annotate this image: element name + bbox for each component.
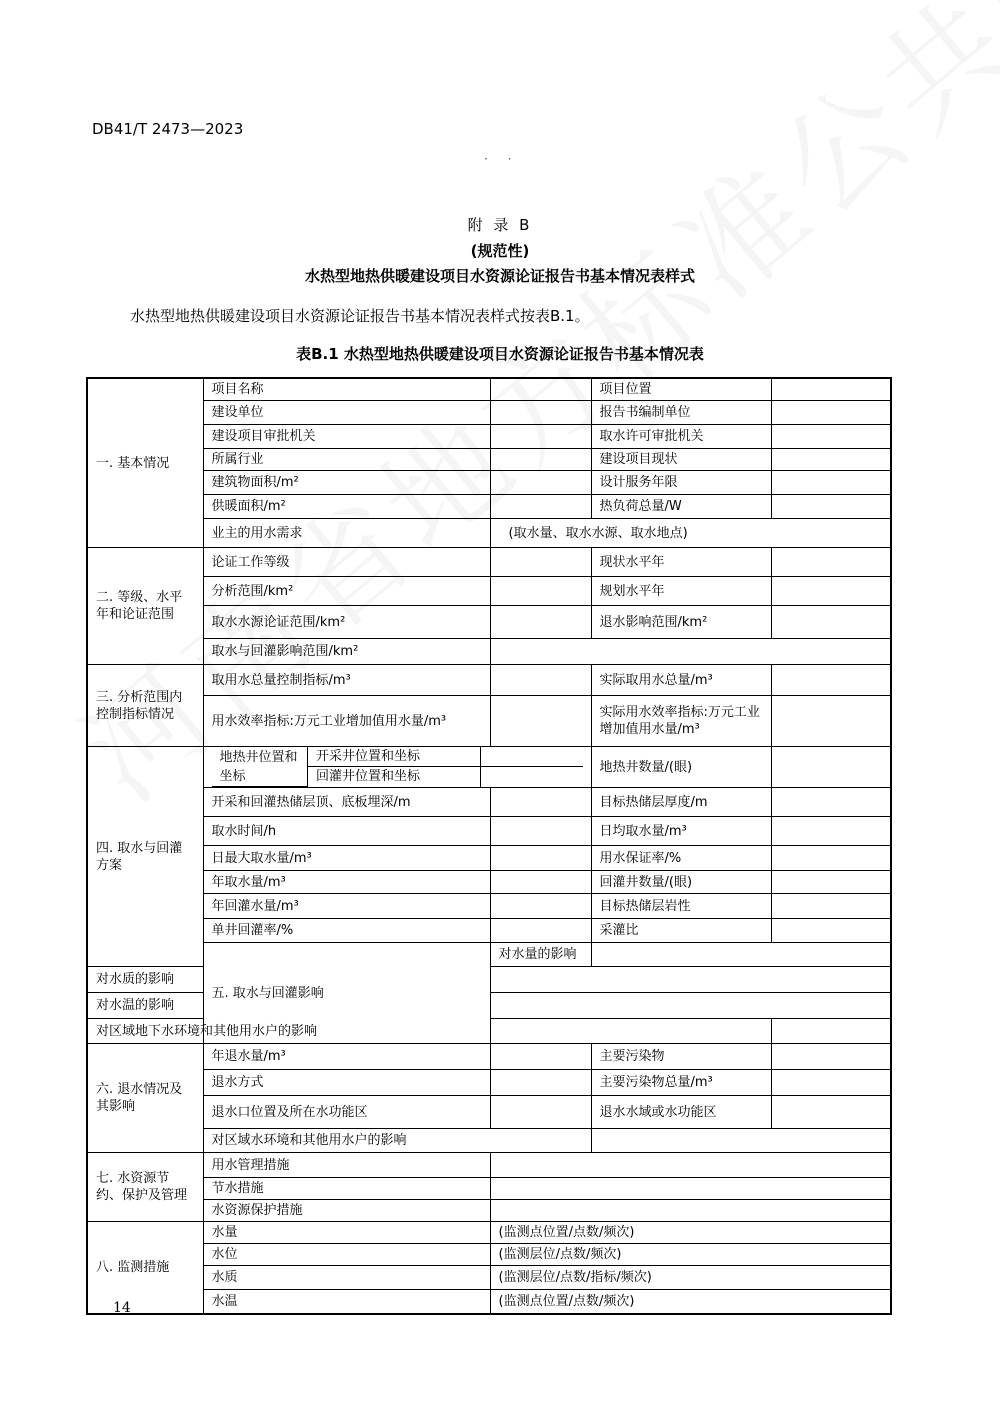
table-row <box>87 665 891 696</box>
well-coordinates-cell <box>203 747 591 788</box>
value-cell[interactable] <box>771 846 891 871</box>
value-cell[interactable] <box>771 548 891 577</box>
field-label: 取水许可审批机关 <box>591 425 771 449</box>
value-cell[interactable] <box>591 943 891 967</box>
table-row <box>87 919 891 943</box>
field-label: 水质 <box>203 1266 490 1290</box>
table-row <box>87 943 891 967</box>
field-label: 对区域水环境和其他用水户的影响 <box>203 1129 591 1153</box>
value-cell[interactable] <box>771 1044 891 1070</box>
value-cell[interactable] <box>771 449 891 471</box>
field-label: 设计服务年限 <box>591 471 771 495</box>
field-label: 年取水量/m³ <box>203 871 490 894</box>
field-label: 地热井位置和坐标 <box>212 747 308 787</box>
value-cell[interactable] <box>490 871 591 894</box>
value-cell[interactable] <box>771 1096 891 1129</box>
value-hint[interactable]: (监测点位置/点数/频次) <box>490 1290 891 1315</box>
field-label: 水位 <box>203 1244 490 1266</box>
value-cell[interactable] <box>771 788 891 817</box>
table-row <box>87 1266 891 1290</box>
field-label: 所属行业 <box>203 449 490 471</box>
section-title: 二. 等级、水平年和论证范围 <box>87 548 203 665</box>
field-label: 规划水平年 <box>591 577 771 606</box>
field-label: 对区域地下水环境和其他用水户的影响 <box>87 1019 490 1044</box>
field-label: 用水管理措施 <box>203 1153 490 1178</box>
field-label: 地热井数量/(眼) <box>591 747 771 788</box>
well-coordinates-subtable <box>212 747 583 787</box>
field-label: 论证工作等级 <box>203 548 490 577</box>
table-row <box>87 449 891 471</box>
value-cell[interactable] <box>481 747 583 767</box>
section-title: 七. 水资源节约、保护及管理 <box>87 1153 203 1222</box>
table-row <box>87 1222 891 1244</box>
value-cell[interactable] <box>490 495 591 519</box>
value-cell[interactable] <box>490 378 591 401</box>
value-cell[interactable] <box>490 919 591 943</box>
field-label: 目标热储层厚度/m <box>591 788 771 817</box>
field-label: 供暖面积/m² <box>203 495 490 519</box>
field-label: 日最大取水量/m³ <box>203 846 490 871</box>
value-cell[interactable] <box>771 747 891 788</box>
field-label: 业主的用水需求 <box>203 519 490 548</box>
field-label: 主要污染物 <box>591 1044 771 1070</box>
value-hint[interactable]: (监测点位置/点数/频次) <box>490 1222 891 1244</box>
value-cell[interactable] <box>490 425 591 449</box>
table-row <box>87 425 891 449</box>
table-row <box>87 1244 891 1266</box>
field-label: 报告书编制单位 <box>591 401 771 425</box>
table-row <box>87 871 891 894</box>
field-label: 水资源保护措施 <box>203 1200 490 1222</box>
value-cell[interactable] <box>771 696 891 747</box>
value-cell[interactable] <box>481 767 583 787</box>
value-cell[interactable] <box>771 425 891 449</box>
table-row <box>87 495 891 519</box>
value-cell[interactable] <box>771 577 891 606</box>
table-row <box>87 1096 891 1129</box>
value-cell[interactable] <box>490 1178 891 1200</box>
field-label: 建筑物面积/m² <box>203 471 490 495</box>
field-label: 建设项目审批机关 <box>203 425 490 449</box>
table-row <box>87 606 891 639</box>
field-label: 退水口位置及所在水功能区 <box>203 1096 490 1129</box>
field-label: 目标热储层岩性 <box>591 894 771 919</box>
field-label: 年回灌水量/m³ <box>203 894 490 919</box>
table-row <box>87 894 891 919</box>
field-label: 分析范围/km² <box>203 577 490 606</box>
field-label: 水量 <box>203 1222 490 1244</box>
section-title: 八. 监测措施 <box>87 1222 203 1315</box>
table-caption: 表B.1 水热型地热供暖建设项目水资源论证报告书基本情况表 <box>296 345 704 363</box>
table-row <box>87 471 891 495</box>
appendix-normative: (规范性) <box>470 242 530 260</box>
table-row <box>87 519 891 548</box>
field-label: 回灌井位置和坐标 <box>308 767 481 787</box>
doc-code: DB41/T 2473—2023 <box>92 120 244 138</box>
value-cell[interactable] <box>771 378 891 401</box>
field-label: 回灌井数量/(眼) <box>591 871 771 894</box>
table-row <box>87 788 891 817</box>
field-label: 现状水平年 <box>591 548 771 577</box>
field-label: 热负荷总量/W <box>591 495 771 519</box>
field-label: 用水保证率/% <box>591 846 771 871</box>
field-label: 年退水量/m³ <box>203 1044 490 1070</box>
value-cell[interactable] <box>771 817 891 846</box>
field-label: 建设单位 <box>203 401 490 425</box>
section-title: 一. 基本情况 <box>87 378 203 548</box>
field-label: 对水温的影响 <box>87 993 203 1019</box>
table-row <box>87 639 891 665</box>
field-label: 取水时间/h <box>203 817 490 846</box>
table-row <box>87 1200 891 1222</box>
table-row <box>87 846 891 871</box>
table-row <box>87 577 891 606</box>
value-cell[interactable] <box>490 1200 891 1222</box>
field-label: 节水措施 <box>203 1178 490 1200</box>
page-number: 14 <box>113 1300 131 1316</box>
table-row <box>87 1153 891 1178</box>
value-cell[interactable] <box>771 665 891 696</box>
section-title: 五. 取水与回灌影响 <box>203 943 490 1044</box>
section-title: 四. 取水与回灌方案 <box>87 747 203 967</box>
value-cell[interactable] <box>771 919 891 943</box>
field-label: 采灌比 <box>591 919 771 943</box>
field-label: 开采和回灌热储层顶、底板埋深/m <box>203 788 490 817</box>
value-cell[interactable] <box>490 1096 591 1129</box>
appendix-label: 附 录 B <box>467 216 533 234</box>
value-hint[interactable]: (取水量、取水水源、取水地点) <box>490 519 891 548</box>
table-row <box>87 1070 891 1096</box>
value-cell[interactable] <box>490 639 891 665</box>
section-title: 三. 分析范围内控制指标情况 <box>87 665 203 747</box>
value-cell[interactable] <box>490 665 591 696</box>
field-label: 项目名称 <box>203 378 490 401</box>
field-label: 水温 <box>203 1290 490 1315</box>
value-cell[interactable] <box>490 967 891 993</box>
info-table <box>86 377 892 1315</box>
value-cell[interactable] <box>490 471 591 495</box>
table-row <box>87 1129 891 1153</box>
value-cell[interactable] <box>490 1153 891 1178</box>
value-cell[interactable] <box>490 577 591 606</box>
value-cell[interactable] <box>490 548 591 577</box>
value-cell[interactable] <box>771 894 891 919</box>
field-label: 日均取水量/m³ <box>591 817 771 846</box>
value-cell[interactable] <box>771 871 891 894</box>
table-row <box>87 1290 891 1315</box>
field-label: 建设项目现状 <box>591 449 771 471</box>
value-cell[interactable] <box>771 1070 891 1096</box>
field-label: 取水水源论证范围/km² <box>203 606 490 639</box>
field-label: 开采井位置和坐标 <box>308 747 481 767</box>
field-label: 取用水总量控制指标/m³ <box>203 665 490 696</box>
table-row <box>87 696 891 747</box>
section-title: 六. 退水情况及其影响 <box>87 1044 203 1153</box>
value-hint[interactable]: (监测层位/点数/频次) <box>490 1244 891 1266</box>
value-cell[interactable] <box>490 1044 591 1070</box>
value-cell[interactable] <box>490 1019 771 1044</box>
value-cell[interactable] <box>771 606 891 639</box>
header-dots: · · <box>484 152 520 166</box>
field-label: 退水方式 <box>203 1070 490 1096</box>
field-label: 取水与回灌影响范围/km² <box>203 639 490 665</box>
field-label: 实际用水效率指标:万元工业增加值用水量/m³ <box>591 696 771 747</box>
table-row <box>87 378 891 401</box>
field-label: 退水水域或水功能区 <box>591 1096 771 1129</box>
value-cell[interactable] <box>771 495 891 519</box>
field-label: 实际取用水总量/m³ <box>591 665 771 696</box>
value-cell[interactable] <box>490 817 591 846</box>
value-cell[interactable] <box>490 894 591 919</box>
value-cell[interactable] <box>591 1129 891 1153</box>
table-row <box>87 401 891 425</box>
field-label: 对水量的影响 <box>490 943 591 967</box>
value-cell[interactable] <box>490 993 891 1019</box>
value-cell[interactable] <box>490 606 591 639</box>
field-label: 退水影响范围/km² <box>591 606 771 639</box>
value-cell[interactable] <box>490 846 591 871</box>
table-row <box>87 1019 891 1044</box>
field-label: 项目位置 <box>591 378 771 401</box>
table-row <box>87 1044 891 1070</box>
value-cell[interactable] <box>490 788 591 817</box>
value-cell[interactable] <box>771 401 891 425</box>
value-cell[interactable] <box>490 696 591 747</box>
value-cell[interactable] <box>771 471 891 495</box>
table-row <box>87 817 891 846</box>
value-cell[interactable] <box>490 401 591 425</box>
table-row <box>87 747 891 788</box>
field-label: 用水效率指标:万元工业增加值用水量/m³ <box>203 696 490 747</box>
field-label: 对水质的影响 <box>87 967 203 993</box>
table-row <box>87 548 891 577</box>
appendix-title: 水热型地热供暖建设项目水资源论证报告书基本情况表样式 <box>304 267 695 285</box>
field-label: 单井回灌率/% <box>203 919 490 943</box>
value-cell[interactable] <box>490 1070 591 1096</box>
value-cell[interactable] <box>490 449 591 471</box>
value-hint[interactable]: (监测层位/点数/指标/频次) <box>490 1266 891 1290</box>
table-row <box>87 1178 891 1200</box>
field-label: 主要污染物总量/m³ <box>591 1070 771 1096</box>
intro-paragraph: 水热型地热供暖建设项目水资源论证报告书基本情况表样式按表B.1。 <box>130 307 590 325</box>
